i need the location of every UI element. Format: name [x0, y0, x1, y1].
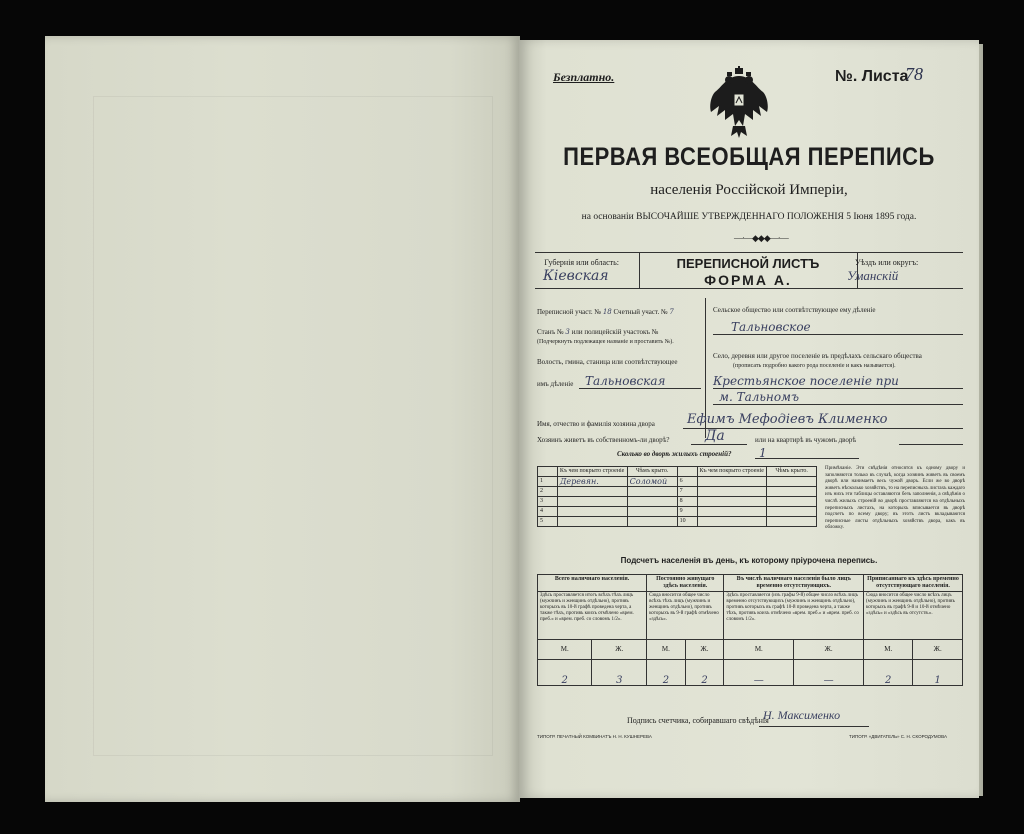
census-form-page [519, 40, 979, 798]
value-permanent-zh: 2 [685, 660, 724, 686]
summary-col2-title: Постоянно живущаго здѣсь населенія. [647, 575, 724, 592]
footnote-text: Примѣчаніе. Эти свѣдѣнія относятся къ одному двору и заполняются только въ случаѣ, когда хозяинъ живетъ въ своемъ дворѣ или нанимаетъ весь чужой дворъ. Если же во дворѣ живетъ нѣсколько хозяйствъ, то на переписныхъ листахъ каждаго изъ нихъ эти таблицы оставляются безъ заполненія, а свѣдѣнія о числѣ жилыхъ строеній во дворѣ проставляются на отдѣльныхъ переписныхъ листахъ, на которыхъ вписывается въ дворѣ подсчетъ по всему двору; въ этотъ листъ вкладываются переписные листы отдѣльныхъ хозяйствъ двора, какъ въ обложку. [825, 466, 965, 531]
obshchestvo-value: Тальновское [731, 320, 811, 334]
summary-col3-title: Въ числѣ наличнаго населенія было лицъ временно отсутствующихъ. [724, 575, 864, 592]
value-absent-zh: 1 [913, 660, 963, 686]
value-temporary-m: — [724, 660, 794, 686]
summary-desc4: Сюда вносится общее число всѣхъ лицъ (мужчинъ и женщинъ отдѣльно), противъ которыхъ въ графѣ 9-й и 10-й отмѣчено «здѣсь» и «здѣсь въ отсутств.». [864, 592, 963, 640]
selo-note: (прописать подробно какого рода поселеніе и какъ называется). [733, 363, 896, 369]
buildings-value: 1 [759, 446, 767, 460]
left-blank-page [45, 36, 520, 802]
sheet-number-handwritten: 78 [905, 64, 923, 84]
value-total-zh: 3 [592, 660, 647, 686]
summary-desc2: Сюда вносится общее число всѣхъ тѣхъ лицъ (мужчинъ и женщинъ отдѣльно), противъ которыхъ въ 9-й графѣ отмѣчено «здѣсь». [647, 592, 724, 640]
gubernia-value: Кіевская [543, 268, 609, 284]
printer-imprint-left: ТИПОГР. ПЕЧАТНЫЙ КОМБИНАТЪ Н. Н. КУШНЕРЕВА [537, 734, 652, 739]
buildings-col2-left: Чѣмъ крыто. [627, 467, 677, 477]
value-temporary-zh: — [794, 660, 864, 686]
buildings-table [537, 466, 817, 527]
obshchestvo-label: Сельское общество или соотвѣтствующее ему дѣленіе [713, 306, 876, 314]
table-row: 3 8 [538, 497, 817, 507]
stan-row [537, 328, 702, 337]
uchastok-row [537, 308, 702, 317]
form-main-title: ПЕРВАЯ ВСЕОБЩАЯ ПЕРЕПИСЬ [563, 142, 935, 171]
gubernia-label: Губернія или область: [544, 258, 619, 267]
selo-value-1: Крестьянское поселеніе при [713, 374, 899, 388]
table-row: 4 9 [538, 507, 817, 517]
table-row: 5 10 [538, 517, 817, 527]
lives-alt-label: или на квартирѣ въ чужомъ дворѣ [755, 436, 857, 444]
row1-material: Деревян. [557, 477, 627, 487]
enumerator-signature: Н. Максименко [763, 708, 841, 722]
free-label: Безплатно. [553, 70, 615, 84]
buildings-col1-left: Къ чем покрыто строенiе [557, 467, 627, 477]
uchastok-label: Переписной участ. № [537, 308, 602, 316]
form-title-line1: ПЕРЕПИСНОЙ ЛИСТЪ [676, 256, 820, 271]
owner-label: Имя, отчество и фамилія хозяина двора [537, 420, 655, 428]
left-page-bleed-through [93, 96, 493, 756]
value-total-m: 2 [538, 660, 592, 686]
owner-value: Ефимъ Мефодіевъ Клименко [687, 412, 888, 427]
stan-value: 3 [565, 328, 570, 336]
uchastok-value: 18 [602, 308, 612, 316]
police-label: или полицейскій участокъ № [571, 328, 659, 336]
schetny-label: Счетный участ. № [613, 308, 668, 316]
uezd-value: Уманскій [847, 268, 899, 283]
ornament-divider: —·—◆◆◆—·— [734, 233, 788, 243]
police-note: (Подчеркнуть подлежащее названіе и проставить №). [537, 339, 674, 345]
buildings-label: Сколько во дворѣ жилыхъ строеній? [617, 450, 732, 458]
imperial-eagle-icon [707, 66, 771, 140]
selo-value-2: м. Тальномъ [719, 390, 799, 404]
summary-values-row [538, 660, 963, 686]
summary-col1-title: Всего наличнаго населенія. [538, 575, 647, 592]
summary-col4-title: Приписаннаго къ здѣсь временно отсутствующаго населенія. [864, 575, 963, 592]
form-title-line2: ФОРМА А. [704, 272, 792, 288]
lives-label: Хозяинъ живетъ въ собственномъ-ли дворѣ? [537, 436, 670, 444]
form-subtitle: населенія Россійской Имперіи, [650, 182, 848, 198]
value-permanent-m: 2 [647, 660, 686, 686]
summary-desc3: Здѣсь проставляется (изъ графы 9-й) общее число всѣхъ лицъ временно отсутствующихъ (мужчинъ и женщинъ отдѣльно), противъ которыхъ въ графѣ 10-й проведена черта, а также тѣхъ, противъ коихъ отмѣчено «врем. преб.» и «врем. преб. со словомъ 1/2». [724, 592, 864, 640]
table-row: 2 7 [538, 487, 817, 497]
buildings-col2-right: Чѣмъ крыто. [767, 467, 817, 477]
uezd-label: Уѣздъ или округъ: [855, 258, 919, 267]
printer-imprint-right: ТИПОГР. «ДВИГАТЕЛЬ» С. Н. СКОРОДУМОВА [849, 734, 947, 739]
volost-label: Волость, гмина, станица или соотвѣтствующее [537, 358, 678, 366]
table-row: 1 Деревян. Соломой 6 [538, 477, 817, 487]
summary-heading: Подсчетъ населенія въ день, къ которому пріурочена перепись. [620, 556, 878, 565]
stan-label: Станъ № [537, 328, 564, 336]
volost-label-2: имъ дѣленіе [537, 380, 574, 388]
value-absent-m: 2 [864, 660, 913, 686]
schetny-value: 7 [669, 308, 674, 316]
form-legal-basis: на основаніи ВЫСОЧАЙШЕ УТВЕРЖДЕННАГО ПОЛОЖЕНІЯ 5 Іюня 1895 года. [581, 212, 917, 222]
summary-desc1: Здѣсь проставляется итогъ всѣхъ тѣхъ лицъ (мужчинъ и женщинъ отдѣльно), противъ которыхъ въ 10-й графѣ проведена черта, а также тѣхъ, противъ коихъ отмѣчено «врем. преб.» и «врем. преб. со словомъ 1/2». [538, 592, 647, 640]
row1-roof: Соломой [627, 477, 677, 487]
signature-label: Подпись счетчика, собиравшаго свѣдѣнія [627, 716, 769, 725]
form-title-box [639, 256, 857, 288]
buildings-col1-right: Къ чем покрыто строенiе [697, 467, 767, 477]
selo-label: Село, деревня или другое поселеніе въ предѣлахъ сельскаго общества [713, 352, 922, 360]
sheet-number-label: №. Листа [835, 68, 909, 85]
population-summary-table: Всего наличнаго населенія. Постоянно живущаго здѣсь населенія. Въ числѣ наличнаго населенія было лицъ временно отсутствующихъ. Приписаннаго къ здѣсь временно отсутствующаго населенія. Здѣсь проставляется итогъ всѣхъ тѣхъ лицъ (мужчинъ и женщинъ отдѣльно), противъ которыхъ въ 10-й графѣ проведена черта, а также тѣхъ, противъ коихъ отмѣчено «врем. преб.» и «врем. преб. со словомъ 1/2». Сюда вносится общее число всѣхъ тѣхъ лицъ (мужчинъ и женщинъ отдѣльно), противъ которыхъ въ 9-й графѣ отмѣчено «здѣсь». Здѣсь проставляется (изъ графы 9-й) общее число всѣхъ лицъ временно отсутствующихъ (мужчинъ и женщинъ отдѣльно), противъ которыхъ въ графѣ 10-й проведена черта, а также тѣхъ, противъ коихъ отмѣчено «врем. преб.» и «врем. преб. со словомъ 1/2». Сюда вносится общее число всѣхъ лицъ (мужчинъ и женщинъ отдѣльно), противъ которыхъ въ графѣ 9-й и 10-й отмѣчено «здѣсь» и «здѣсь въ отсутств.». М. Ж. М. Ж. М. Ж. М. Ж. 2 3 2 2 — — 2 1 [537, 574, 963, 686]
volost-value: Тальновская [585, 374, 666, 388]
lives-value: Да [705, 428, 725, 444]
